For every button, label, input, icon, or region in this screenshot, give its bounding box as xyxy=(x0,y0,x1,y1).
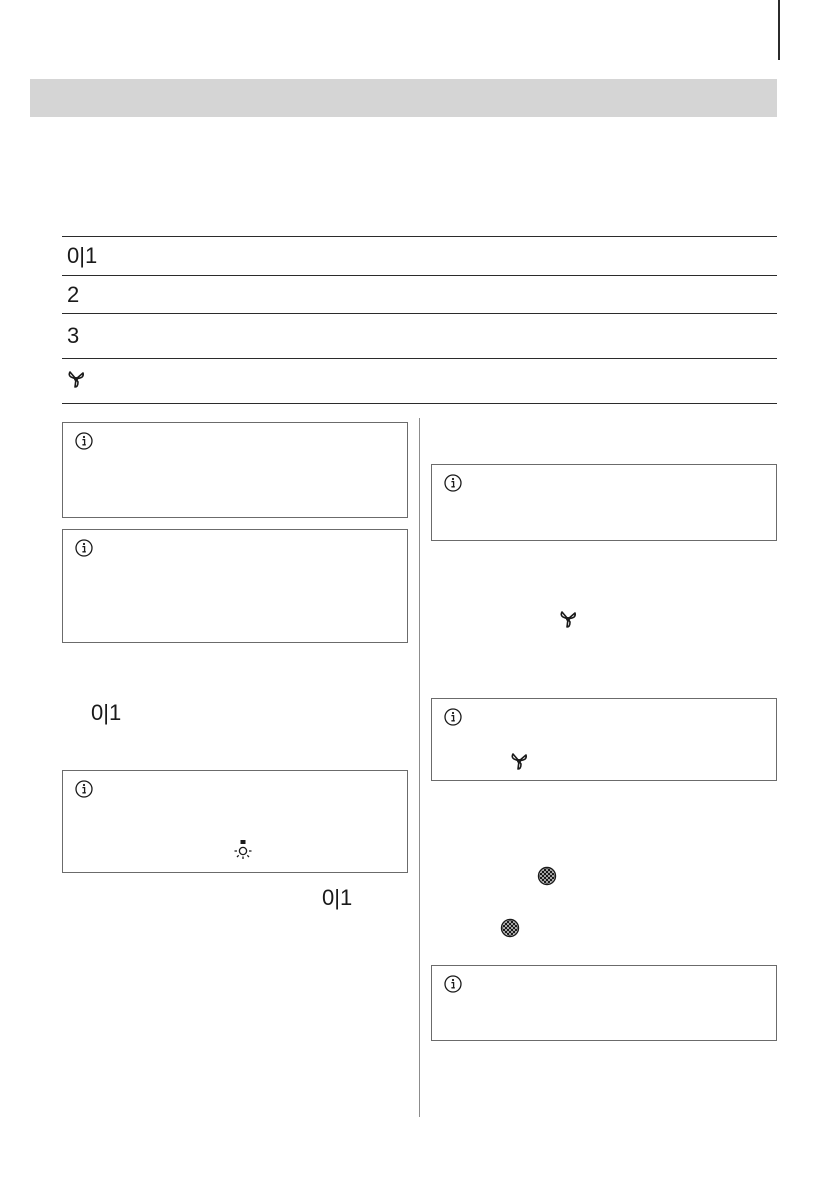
onoff-symbol: 0|1 xyxy=(67,243,98,268)
table-row xyxy=(62,313,777,358)
fan-icon xyxy=(509,751,529,771)
section-title-bar xyxy=(30,79,777,117)
info-note xyxy=(431,698,777,781)
info-note xyxy=(62,770,408,873)
table-row xyxy=(62,236,777,275)
filter-icon xyxy=(537,866,557,886)
column-divider xyxy=(419,418,420,1117)
onoff-symbol: 0|1 xyxy=(322,885,353,910)
symbol-table xyxy=(62,236,777,404)
info-icon xyxy=(444,708,462,726)
table-row xyxy=(62,358,777,404)
fan-icon xyxy=(558,609,578,629)
info-icon xyxy=(444,975,462,993)
info-note xyxy=(62,422,408,518)
info-note xyxy=(62,529,408,643)
fan-icon xyxy=(66,369,86,393)
page-edge-rule xyxy=(778,0,780,60)
info-icon xyxy=(75,539,93,557)
info-note xyxy=(431,965,777,1041)
speed2-symbol: 2 xyxy=(67,281,80,307)
info-icon xyxy=(444,474,462,492)
filter-icon xyxy=(500,918,520,938)
speed3-symbol: 3 xyxy=(67,323,80,348)
info-icon xyxy=(75,432,93,450)
info-note xyxy=(431,464,777,541)
light-icon xyxy=(232,839,254,861)
table-row xyxy=(62,275,777,313)
onoff-symbol: 0|1 xyxy=(91,700,122,725)
info-icon xyxy=(75,780,93,798)
